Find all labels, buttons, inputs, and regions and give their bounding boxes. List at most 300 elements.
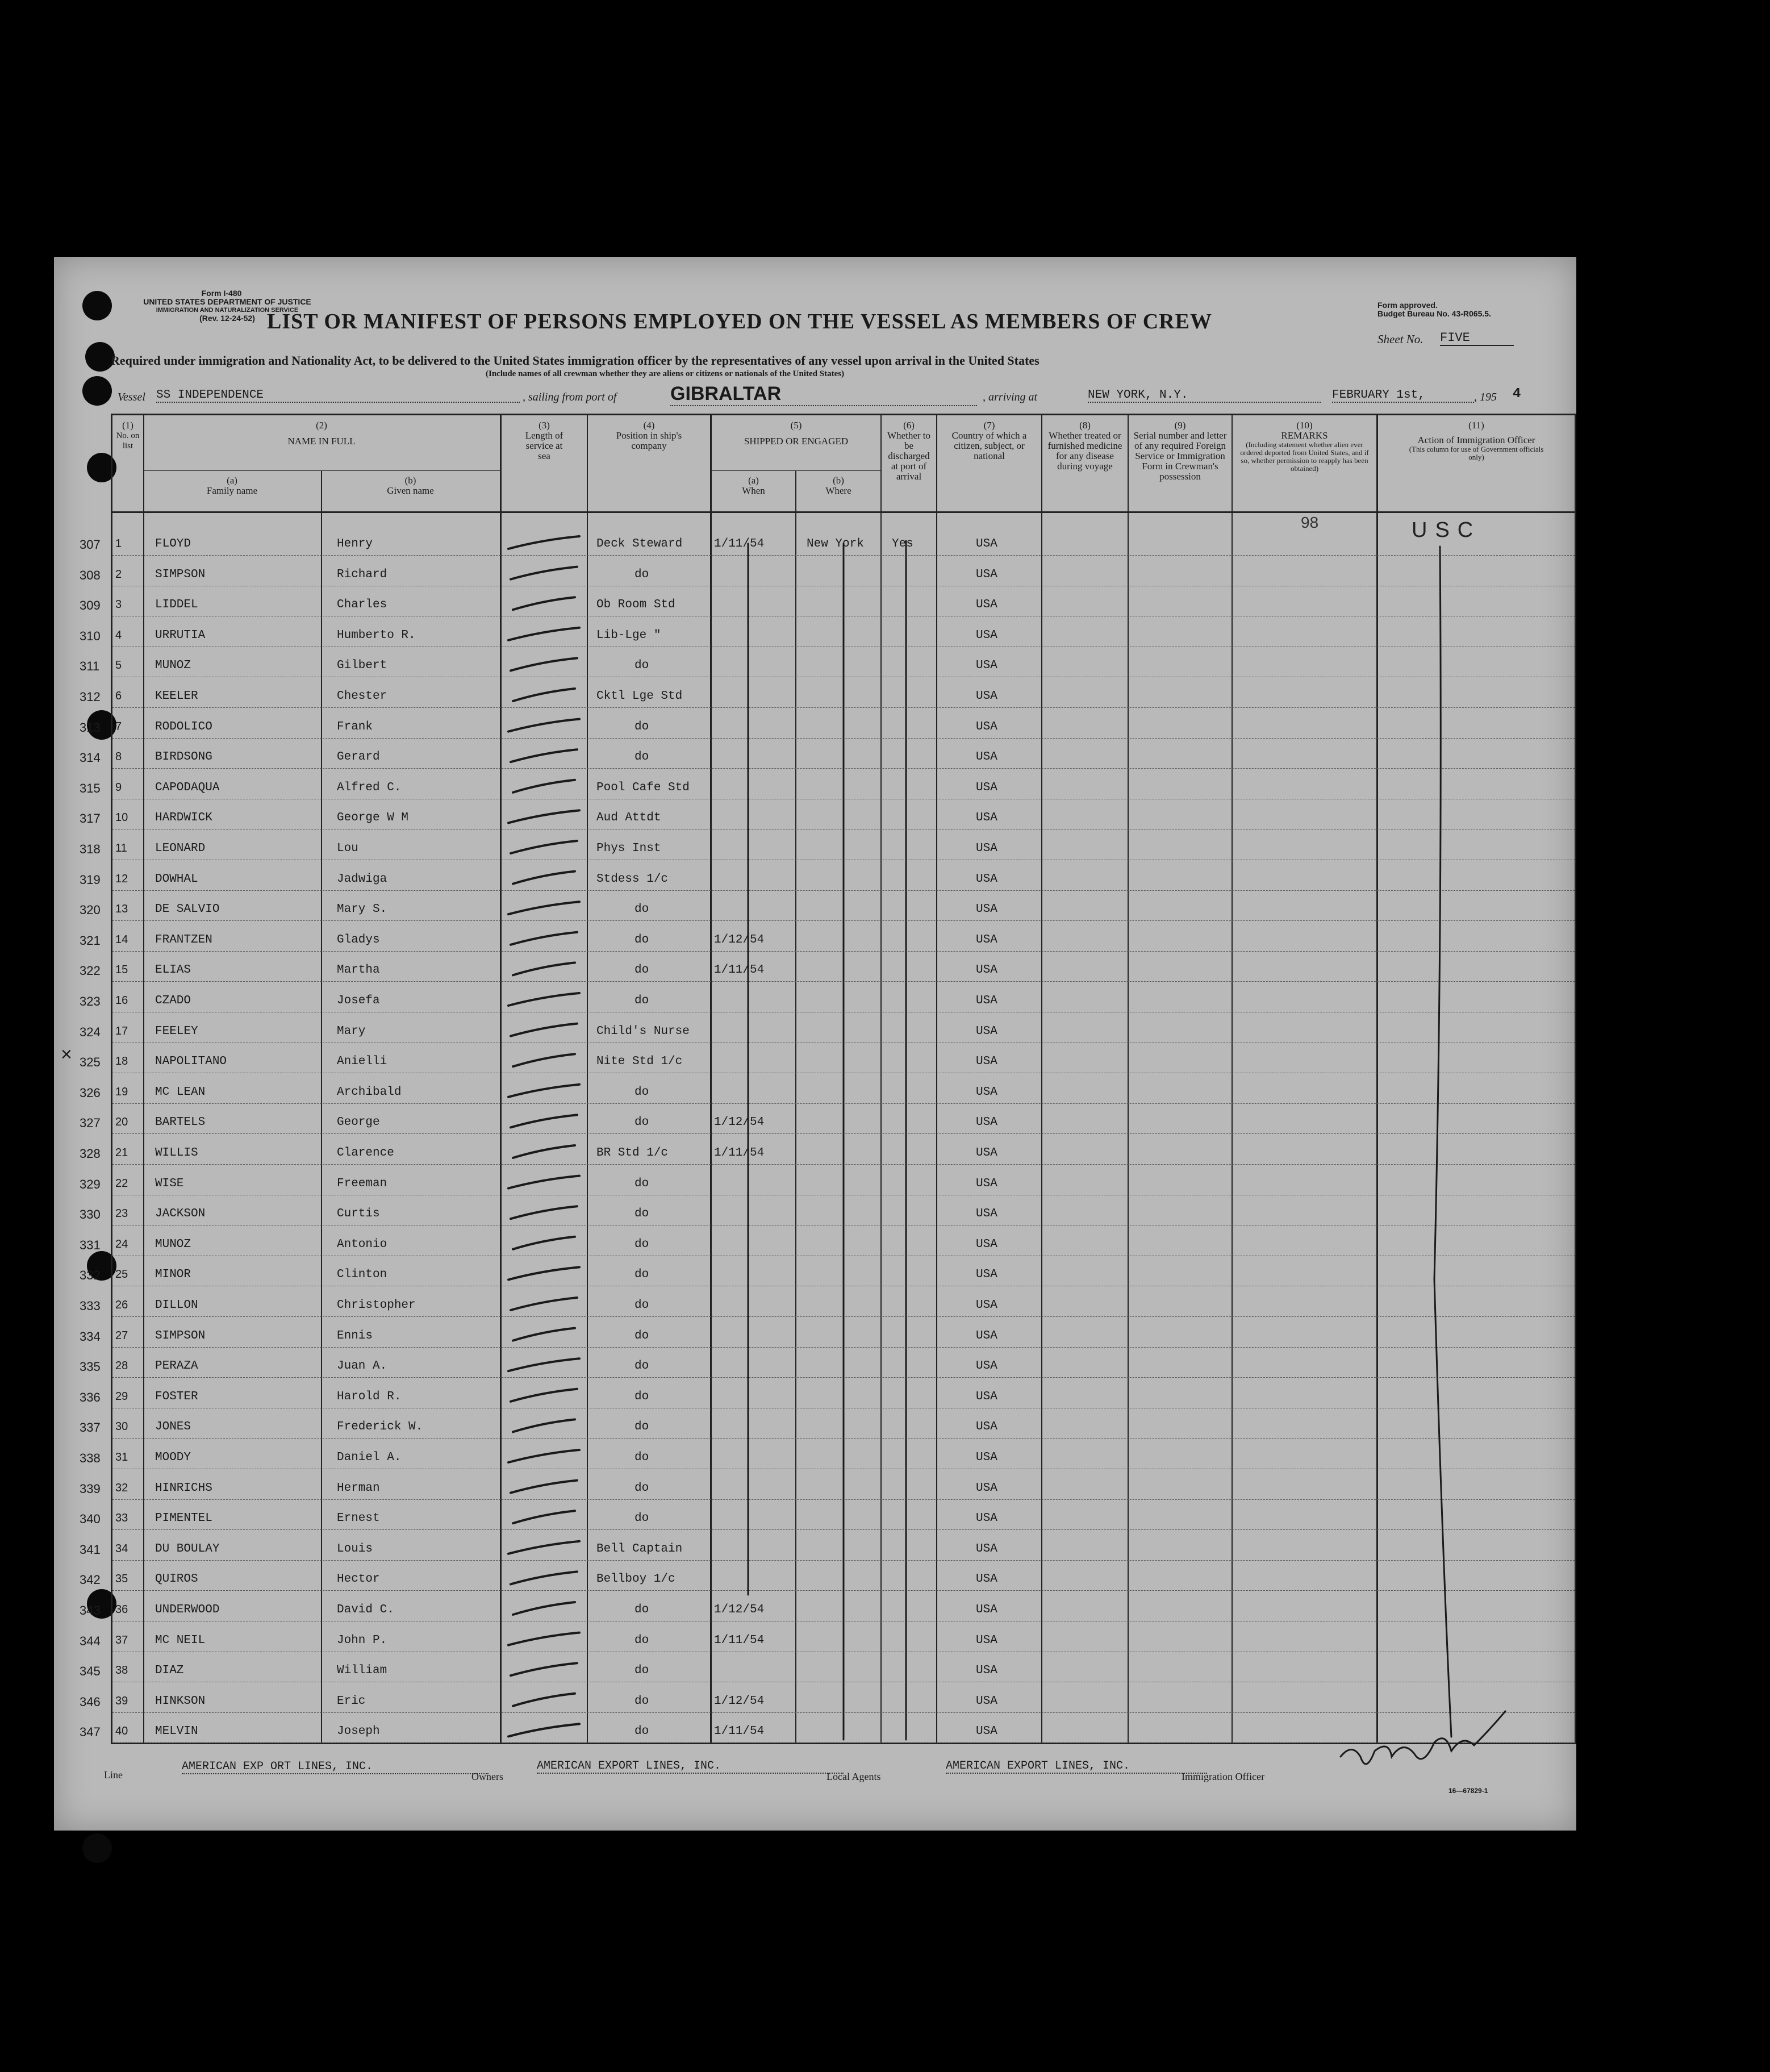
family-name: DOWHAL <box>155 872 198 886</box>
officer-label: Immigration Officer <box>1182 1771 1265 1782</box>
country: USA <box>976 1542 997 1556</box>
row-prefix-number: 314 <box>80 751 101 765</box>
row-prefix-number: 337 <box>80 1420 101 1435</box>
sheet-label: Sheet No. <box>1377 332 1423 346</box>
service-dash <box>513 1602 575 1615</box>
country: USA <box>976 1116 997 1129</box>
country: USA <box>976 751 997 764</box>
position: BR Std 1/c <box>596 1147 669 1160</box>
row-list-number: 20 <box>115 1116 128 1129</box>
punch-hole <box>82 1833 112 1863</box>
family-name: WISE <box>155 1177 184 1190</box>
position: do <box>634 1268 649 1282</box>
col1-header: (1) No. on list <box>116 420 140 451</box>
family-name: FRANTZEN <box>155 933 212 947</box>
country: USA <box>976 659 997 673</box>
row-list-number: 13 <box>115 903 128 916</box>
given-name: Clarence <box>337 1147 394 1160</box>
position: do <box>634 568 649 581</box>
year-digit: 4 <box>1513 386 1521 402</box>
col6-header: (6) Whether to be discharged at port of arrival <box>887 420 930 482</box>
given-name: Mary <box>337 1024 366 1038</box>
row-list-number: 6 <box>115 690 122 702</box>
row-list-number: 32 <box>115 1481 128 1494</box>
position: do <box>634 1481 649 1495</box>
position: do <box>634 1633 649 1647</box>
row-list-number: 39 <box>115 1694 128 1707</box>
country: USA <box>976 690 997 703</box>
row-list-number: 5 <box>115 659 122 672</box>
family-name: SIMPSON <box>155 568 206 581</box>
position: do <box>634 720 649 733</box>
given-name: George <box>337 1116 380 1129</box>
family-name: FLOYD <box>155 537 191 551</box>
position: do <box>634 1664 649 1678</box>
given-name: Louis <box>337 1542 373 1556</box>
position: do <box>634 1360 649 1373</box>
given-name: Richard <box>337 568 387 581</box>
year-prefix: , 195 <box>1474 391 1497 403</box>
service-dash <box>508 1724 579 1736</box>
country: USA <box>976 994 997 1007</box>
row-list-number: 37 <box>115 1633 128 1646</box>
shipped-when: 1/12/54 <box>714 933 765 947</box>
line-value: AMERICAN EXP ORT LINES, INC. <box>182 1760 489 1774</box>
service-dash <box>508 1358 579 1371</box>
family-name: MC NEIL <box>155 1633 206 1647</box>
position: do <box>634 1329 649 1343</box>
service-dash <box>513 872 575 884</box>
service-dash <box>513 1511 575 1523</box>
given-name: Juan A. <box>337 1360 387 1373</box>
service-line: IMMIGRATION AND NATURALIZATION SERVICE <box>156 307 299 314</box>
position: Lib-Lge " <box>596 628 661 642</box>
country: USA <box>976 628 997 642</box>
service-dash <box>513 1328 575 1341</box>
given-name: David C. <box>337 1603 394 1616</box>
service-dash <box>513 1419 575 1432</box>
service-dash <box>513 780 575 793</box>
position: do <box>634 964 649 977</box>
vessel-name: SS INDEPENDENCE <box>156 389 520 403</box>
row-prefix-number: 338 <box>80 1451 101 1465</box>
row-prefix-number: 327 <box>80 1116 101 1131</box>
row-list-number: 36 <box>115 1603 128 1616</box>
row-prefix-number: 346 <box>80 1694 101 1709</box>
country: USA <box>976 1360 997 1373</box>
given-name: Lou <box>337 842 358 855</box>
col2-header: (2) NAME IN FULL <box>287 420 356 447</box>
service-dash <box>511 1206 577 1219</box>
row-prefix-number: 336 <box>80 1390 101 1404</box>
col10-header: (10) REMARKS (Including statement whether alien ever ordered deported from United States, and if so, whether permission to reapply has been obtained) <box>1240 420 1369 473</box>
family-name: MUNOZ <box>155 1237 191 1251</box>
col9-header: (9) Serial number and letter of any required Foreign Service or Immigration Form in Crewman's possession <box>1133 420 1227 482</box>
country: USA <box>976 872 997 886</box>
family-name: WILLIS <box>155 1147 198 1160</box>
row-prefix-number: 317 <box>80 811 101 826</box>
department-line: UNITED STATES DEPARTMENT OF JUSTICE <box>143 297 311 306</box>
position: do <box>634 1390 649 1403</box>
country: USA <box>976 1055 997 1069</box>
row-list-number: 4 <box>115 628 122 641</box>
col11-header: (11) Action of Immigration Officer (This column for use of Government officials only) <box>1409 420 1544 461</box>
row-list-number: 7 <box>115 720 122 733</box>
country: USA <box>976 811 997 825</box>
row-list-number: 28 <box>115 1360 128 1373</box>
row-list-number: 34 <box>115 1542 128 1555</box>
country: USA <box>976 1420 997 1434</box>
country: USA <box>976 598 997 612</box>
agents-label: Local Agents <box>826 1771 881 1782</box>
row-list-number: 8 <box>115 751 122 764</box>
shipped-when: 1/12/54 <box>714 1694 765 1708</box>
given-name: Humberto R. <box>337 628 416 642</box>
position: do <box>634 1085 649 1099</box>
country: USA <box>976 1299 997 1312</box>
country: USA <box>976 1390 997 1403</box>
country: USA <box>976 1573 997 1586</box>
given-name: Frank <box>337 720 373 733</box>
country: USA <box>976 964 997 977</box>
country: USA <box>976 1451 997 1464</box>
family-name: DU BOULAY <box>155 1542 220 1556</box>
row-prefix-number: 319 <box>80 872 101 887</box>
row-prefix-number: 322 <box>80 964 101 978</box>
row-prefix-number: 329 <box>80 1177 101 1191</box>
position: Cktl Lge Std <box>596 690 683 703</box>
owners-label: Owners <box>471 1771 503 1782</box>
col2a-header: (a) Family name <box>206 475 258 496</box>
row-prefix-number: 343 <box>80 1603 101 1617</box>
row-list-number: 12 <box>115 872 128 885</box>
service-dash <box>508 1633 579 1645</box>
col4-header: (4) Position in ship's company <box>616 420 682 451</box>
family-name: MINOR <box>155 1268 191 1282</box>
col5-header: (5) SHIPPED OR ENGAGED <box>744 420 849 447</box>
row-list-number: 2 <box>115 568 122 581</box>
family-name: ELIAS <box>155 964 191 977</box>
remarks-note: 98 <box>1301 514 1319 531</box>
col2b-header: (b) Given name <box>387 475 434 496</box>
row-list-number: 15 <box>115 964 128 977</box>
service-dash <box>508 536 579 549</box>
row-prefix-number: 307 <box>80 537 101 552</box>
family-name: DE SALVIO <box>155 903 220 916</box>
row-list-number: 40 <box>115 1725 128 1738</box>
signature <box>1341 1711 1505 1764</box>
row-list-number: 24 <box>115 1237 128 1250</box>
given-name: Archibald <box>337 1085 402 1099</box>
position: do <box>634 1177 649 1190</box>
position: Stdess 1/c <box>596 872 669 886</box>
row-prefix-number: 315 <box>80 781 101 795</box>
country: USA <box>976 1237 997 1251</box>
row-prefix-number: 347 <box>80 1725 101 1740</box>
family-name: CZADO <box>155 994 191 1007</box>
position: do <box>634 1237 649 1251</box>
country: USA <box>976 903 997 916</box>
service-dash <box>513 962 575 975</box>
row-list-number: 30 <box>115 1420 128 1433</box>
row-prefix-number: 320 <box>80 903 101 918</box>
approved-line: Form approved. <box>1377 301 1438 310</box>
row-prefix-number: 333 <box>80 1299 101 1313</box>
service-dash <box>511 749 577 762</box>
country: USA <box>976 1207 997 1221</box>
service-dash <box>511 841 577 853</box>
country: USA <box>976 1481 997 1495</box>
country: USA <box>976 537 997 551</box>
given-name: Clinton <box>337 1268 387 1282</box>
family-name: CAPODAQUA <box>155 781 220 794</box>
row-prefix-number: 318 <box>80 842 101 856</box>
service-dash <box>508 810 579 823</box>
country: USA <box>976 1664 997 1678</box>
given-name: Alfred C. <box>337 781 402 794</box>
country: USA <box>976 1024 997 1038</box>
row-prefix-number: 311 <box>80 659 100 674</box>
col5a-header: (a) When <box>742 475 765 496</box>
given-name: Joseph <box>337 1725 380 1739</box>
row-prefix-number: 332 <box>80 1268 101 1283</box>
service-dash <box>513 689 575 701</box>
manifest-sheet <box>54 257 1576 1831</box>
country: USA <box>976 568 997 581</box>
country: USA <box>976 1694 997 1708</box>
arrival-port: NEW YORK, N.Y. <box>1088 389 1321 403</box>
row-list-number: 10 <box>115 811 128 824</box>
given-name: John P. <box>337 1633 387 1647</box>
position: do <box>634 1725 649 1739</box>
given-name: Gladys <box>337 933 380 947</box>
position: do <box>634 1207 649 1221</box>
row-list-number: 38 <box>115 1664 128 1677</box>
include-note: (Include names of all crewman whether they are aliens or citizens or nationals of the United States) <box>486 369 845 378</box>
given-name: Freeman <box>337 1177 387 1190</box>
row-prefix-number: 342 <box>80 1573 101 1587</box>
country: USA <box>976 781 997 794</box>
country: USA <box>976 1603 997 1616</box>
row-list-number: 18 <box>115 1055 128 1068</box>
given-name: Eric <box>337 1694 366 1708</box>
position: Ob Room Std <box>596 598 675 612</box>
service-dash <box>511 1571 577 1584</box>
sheet-number: FIVE <box>1440 331 1514 346</box>
family-name: BARTELS <box>155 1116 206 1129</box>
country: USA <box>976 1512 997 1525</box>
family-name: FEELEY <box>155 1024 198 1038</box>
family-name: PERAZA <box>155 1360 198 1373</box>
col7-header: (7) Country of which a citizen, subject, or national <box>951 420 1027 461</box>
service-dash <box>513 1694 575 1706</box>
row-list-number: 25 <box>115 1268 128 1281</box>
shipped-when: 1/11/54 <box>714 964 765 977</box>
service-dash <box>511 932 577 945</box>
position: do <box>634 1116 649 1129</box>
country: USA <box>976 1268 997 1282</box>
service-dash <box>511 1481 577 1493</box>
family-name: QUIROS <box>155 1573 198 1586</box>
given-name: Mary S. <box>337 903 387 916</box>
row-list-number: 33 <box>115 1512 128 1525</box>
country: USA <box>976 1147 997 1160</box>
position: Aud Attdt <box>596 811 661 825</box>
shipped-when: 1/12/54 <box>714 1116 765 1129</box>
form-title: LIST OR MANIFEST OF PERSONS EMPLOYED ON THE VESSEL AS MEMBERS OF CREW <box>267 310 1212 333</box>
row-prefix-number: 344 <box>80 1633 101 1648</box>
given-name: Antonio <box>337 1237 387 1251</box>
service-dash <box>508 993 579 1006</box>
shipped-when: 1/12/54 <box>714 1603 765 1616</box>
given-name: William <box>337 1664 387 1678</box>
row-list-number: 3 <box>115 598 122 611</box>
service-dash <box>513 1145 575 1158</box>
position: do <box>634 933 649 947</box>
given-name: Martha <box>337 964 380 977</box>
family-name: HARDWICK <box>155 811 212 825</box>
position: Nite Std 1/c <box>596 1055 683 1069</box>
family-name: FOSTER <box>155 1390 198 1403</box>
given-name: Daniel A. <box>337 1451 402 1464</box>
position: Child's Nurse <box>596 1024 690 1038</box>
given-name: Hector <box>337 1573 380 1586</box>
given-name: Gilbert <box>337 659 387 673</box>
service-dash <box>513 597 575 610</box>
family-name: MUNOZ <box>155 659 191 673</box>
agents-value: AMERICAN EXPORT LINES, INC. <box>946 1760 1207 1774</box>
row-prefix-number: 345 <box>80 1664 101 1679</box>
position: do <box>634 1299 649 1312</box>
service-dash <box>511 1663 577 1675</box>
family-name: MOODY <box>155 1451 191 1464</box>
row-list-number: 29 <box>115 1390 128 1403</box>
family-name: PIMENTEL <box>155 1512 212 1525</box>
row-list-number: 35 <box>115 1573 128 1586</box>
service-dash <box>508 1450 579 1462</box>
position: Phys Inst <box>596 842 661 855</box>
family-name: NAPOLITANO <box>155 1055 227 1069</box>
shipped-when: 1/11/54 <box>714 1147 765 1160</box>
service-dash <box>508 1085 579 1097</box>
row-list-number: 9 <box>115 781 122 794</box>
family-name: UNDERWOOD <box>155 1603 220 1616</box>
family-name: DIAZ <box>155 1664 184 1678</box>
row-prefix-number: 328 <box>80 1147 101 1161</box>
given-name: Christopher <box>337 1299 416 1312</box>
row-prefix-number: 321 <box>80 933 101 948</box>
family-name: JACKSON <box>155 1207 206 1221</box>
row-prefix-number: 308 <box>80 568 101 582</box>
row-prefix-number: 313 <box>80 720 101 735</box>
given-name: Jadwiga <box>337 872 387 886</box>
handwritten-marks <box>54 257 1576 1831</box>
given-name: Josefa <box>337 994 380 1007</box>
row-list-number: 16 <box>115 994 128 1007</box>
country: USA <box>976 1725 997 1739</box>
position: Bell Captain <box>596 1542 683 1556</box>
revision-line: (Rev. 12-24-52) <box>199 314 255 323</box>
row-list-number: 1 <box>115 537 122 550</box>
discharge-flag: Yes <box>892 537 913 551</box>
family-name: LEONARD <box>155 842 206 855</box>
action-ditto-line <box>1434 547 1451 1737</box>
row-prefix-number: 331 <box>80 1237 101 1252</box>
family-name: DILLON <box>155 1299 198 1312</box>
row-prefix-number: 312 <box>80 690 101 704</box>
departure-port: GIBRALTAR <box>670 383 977 406</box>
form-code: 16—67829-1 <box>1448 1787 1488 1795</box>
position: Pool Cafe Std <box>596 781 690 794</box>
family-name: BIRDSONG <box>155 751 212 764</box>
given-name: Gerard <box>337 751 380 764</box>
service-dash <box>508 1267 579 1279</box>
vessel-label: Vessel <box>118 391 145 403</box>
row-prefix-number: 334 <box>80 1329 101 1344</box>
given-name: Charles <box>337 598 387 612</box>
service-dash <box>511 658 577 670</box>
arriving-label: , arriving at <box>983 391 1038 403</box>
position: do <box>634 659 649 673</box>
family-name: HINRICHS <box>155 1481 212 1495</box>
row-list-number: 19 <box>115 1085 128 1098</box>
row-prefix-number: 335 <box>80 1360 101 1374</box>
row-prefix-number: 309 <box>80 598 101 613</box>
service-dash <box>508 902 579 914</box>
row-list-number: 17 <box>115 1024 128 1037</box>
family-name: SIMPSON <box>155 1329 206 1343</box>
given-name: Anielli <box>337 1055 387 1069</box>
position: do <box>634 1512 649 1525</box>
family-name: JONES <box>155 1420 191 1434</box>
family-name: MELVIN <box>155 1725 198 1739</box>
service-dash <box>511 567 577 580</box>
row-prefix-number: 340 <box>80 1512 101 1527</box>
row-prefix-number: 325 <box>80 1055 101 1070</box>
position: Bellboy 1/c <box>596 1573 675 1586</box>
family-name: MC LEAN <box>155 1085 206 1099</box>
owners-value: AMERICAN EXPORT LINES, INC. <box>537 1760 844 1774</box>
row-prefix-number: 339 <box>80 1481 101 1496</box>
shipped-when: 1/11/54 <box>714 1725 765 1739</box>
action-stamp: USC <box>1412 518 1481 542</box>
given-name: Herman <box>337 1481 380 1495</box>
shipped-where: New York <box>807 537 864 551</box>
col5b-header: (b) Where <box>825 475 851 496</box>
row-list-number: 23 <box>115 1207 128 1220</box>
sailing-label: , sailing from port of <box>523 391 617 403</box>
given-name: Ernest <box>337 1512 380 1525</box>
country: USA <box>976 842 997 855</box>
family-name: KEELER <box>155 690 198 703</box>
service-dash <box>511 1024 577 1036</box>
given-name: Harold R. <box>337 1390 402 1403</box>
service-dash <box>511 1298 577 1310</box>
family-name: LIDDEL <box>155 598 198 612</box>
position: do <box>634 751 649 764</box>
row-prefix-number: 324 <box>80 1024 101 1039</box>
service-dash <box>508 1541 579 1554</box>
row-prefix-number: 323 <box>80 994 101 1008</box>
col3-header: (3) Length of service at sea <box>525 420 563 461</box>
position: do <box>634 1694 649 1708</box>
row-list-number: 31 <box>115 1451 128 1464</box>
row-prefix-number: 310 <box>80 628 101 643</box>
row-prefix-number: 326 <box>80 1085 101 1100</box>
row-list-number: 27 <box>115 1329 128 1342</box>
given-name: George W M <box>337 811 409 825</box>
arrival-date: FEBRUARY 1st, <box>1332 389 1474 403</box>
